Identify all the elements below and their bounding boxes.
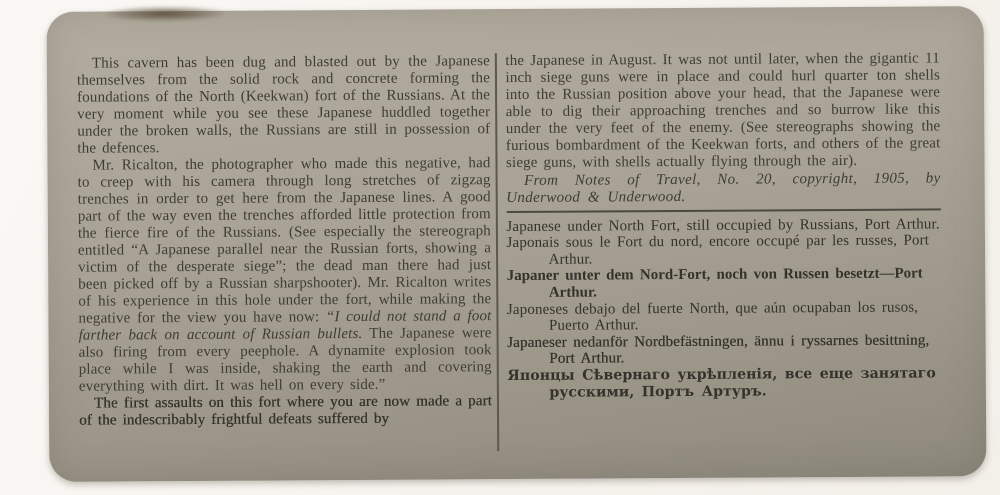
paragraph-ricalton: [77, 155, 491, 396]
caption-russian: Японцы Сѣвернаго укрѣпленія, все еще занятаго русскими, Портъ Артуръ.: [507, 365, 936, 401]
stereograph-card-back: [47, 6, 987, 482]
caption-english: Japanese under North Fort, still occupied by Russians, Port Arthur.: [506, 216, 940, 235]
left-column: [77, 53, 492, 454]
caption-german: Japaner unter dem Nord-Fort, noch von Russen besetzt—Port Arthur.: [506, 265, 923, 301]
credit-line: From Notes of Travel, No. 20, copyright, 1905, by Underwood & Underwood.: [506, 170, 941, 207]
ricalton-quote-italic: “I could not stand a foot farther back on account of Russian bullets.: [78, 308, 492, 344]
column-divider: [495, 53, 499, 451]
caption-list: [506, 216, 942, 401]
caption-spanish: Japoneses debajo del fuerte North, que aún ocupaban los rusos, Puerto Arthur.: [506, 299, 919, 334]
text-columns: [77, 50, 942, 453]
paragraph-ricalton-quote-end: The Japanese were also firing from every peephole. A dynamite explosion took place while I was inside, shaking the earth and covering everything with dirt. It was hell on every side.”: [78, 325, 492, 395]
caption-swedish: Japaneser nedanför Nordbefästningen, ännu i ryssarnes besittning, Port Arthur.: [507, 332, 930, 368]
paragraph-first-assaults: The first assaults on this fort where you are now made a part of the indescribably frightful defeats suffered by: [79, 393, 493, 429]
caption-french: Japonais sous le Fort du nord, encore occupé par les russes, Port Arthur.: [506, 232, 930, 268]
paragraph-ricalton-text: Mr. Ricalton, the photographer who made this negative, had to creep with his camera through long stretches of zigzag trenches in order to get here from the Japanese lines. A good part of the way even the trenches afforded little protection from the fierce fire of the Russians. (See especially the stereograph entitled “A Japanese parallel near the Russian forts, showing a victim of the desperate siege”; the dead man there had just been picked off by a Russian sharpshooter). Mr. Ricalton writes of his experience in this hole under the fort, while making the negative for the view you have now:: [77, 155, 492, 327]
horizontal-rule: [506, 208, 941, 212]
card-stain: [105, 6, 225, 22]
right-column: [505, 50, 942, 451]
paragraph-cavern: This cavern has been dug and blasted out by the Japanese themselves from the solid rock and concrete forming the foundations of the North (Keekwan) fort of the Russians. At the very moment while you see these Japanese huddled together under the broken walls, the Russians are still in possession of the defences.: [76, 53, 491, 157]
paragraph-siege-guns: the Japanese in August. It was not until later, when the gigantic 11 inch siege guns were in place and could hurl quarter ton shells into the Russian position above your head, that the Japanese were able to dig their approaching trenches and so burrow like this under the very feet of the enemy. (See stereographs showing the furious bombardment of the Keekwan forts, and others of the great siege guns, with shells actually flying through the air).: [505, 50, 941, 172]
